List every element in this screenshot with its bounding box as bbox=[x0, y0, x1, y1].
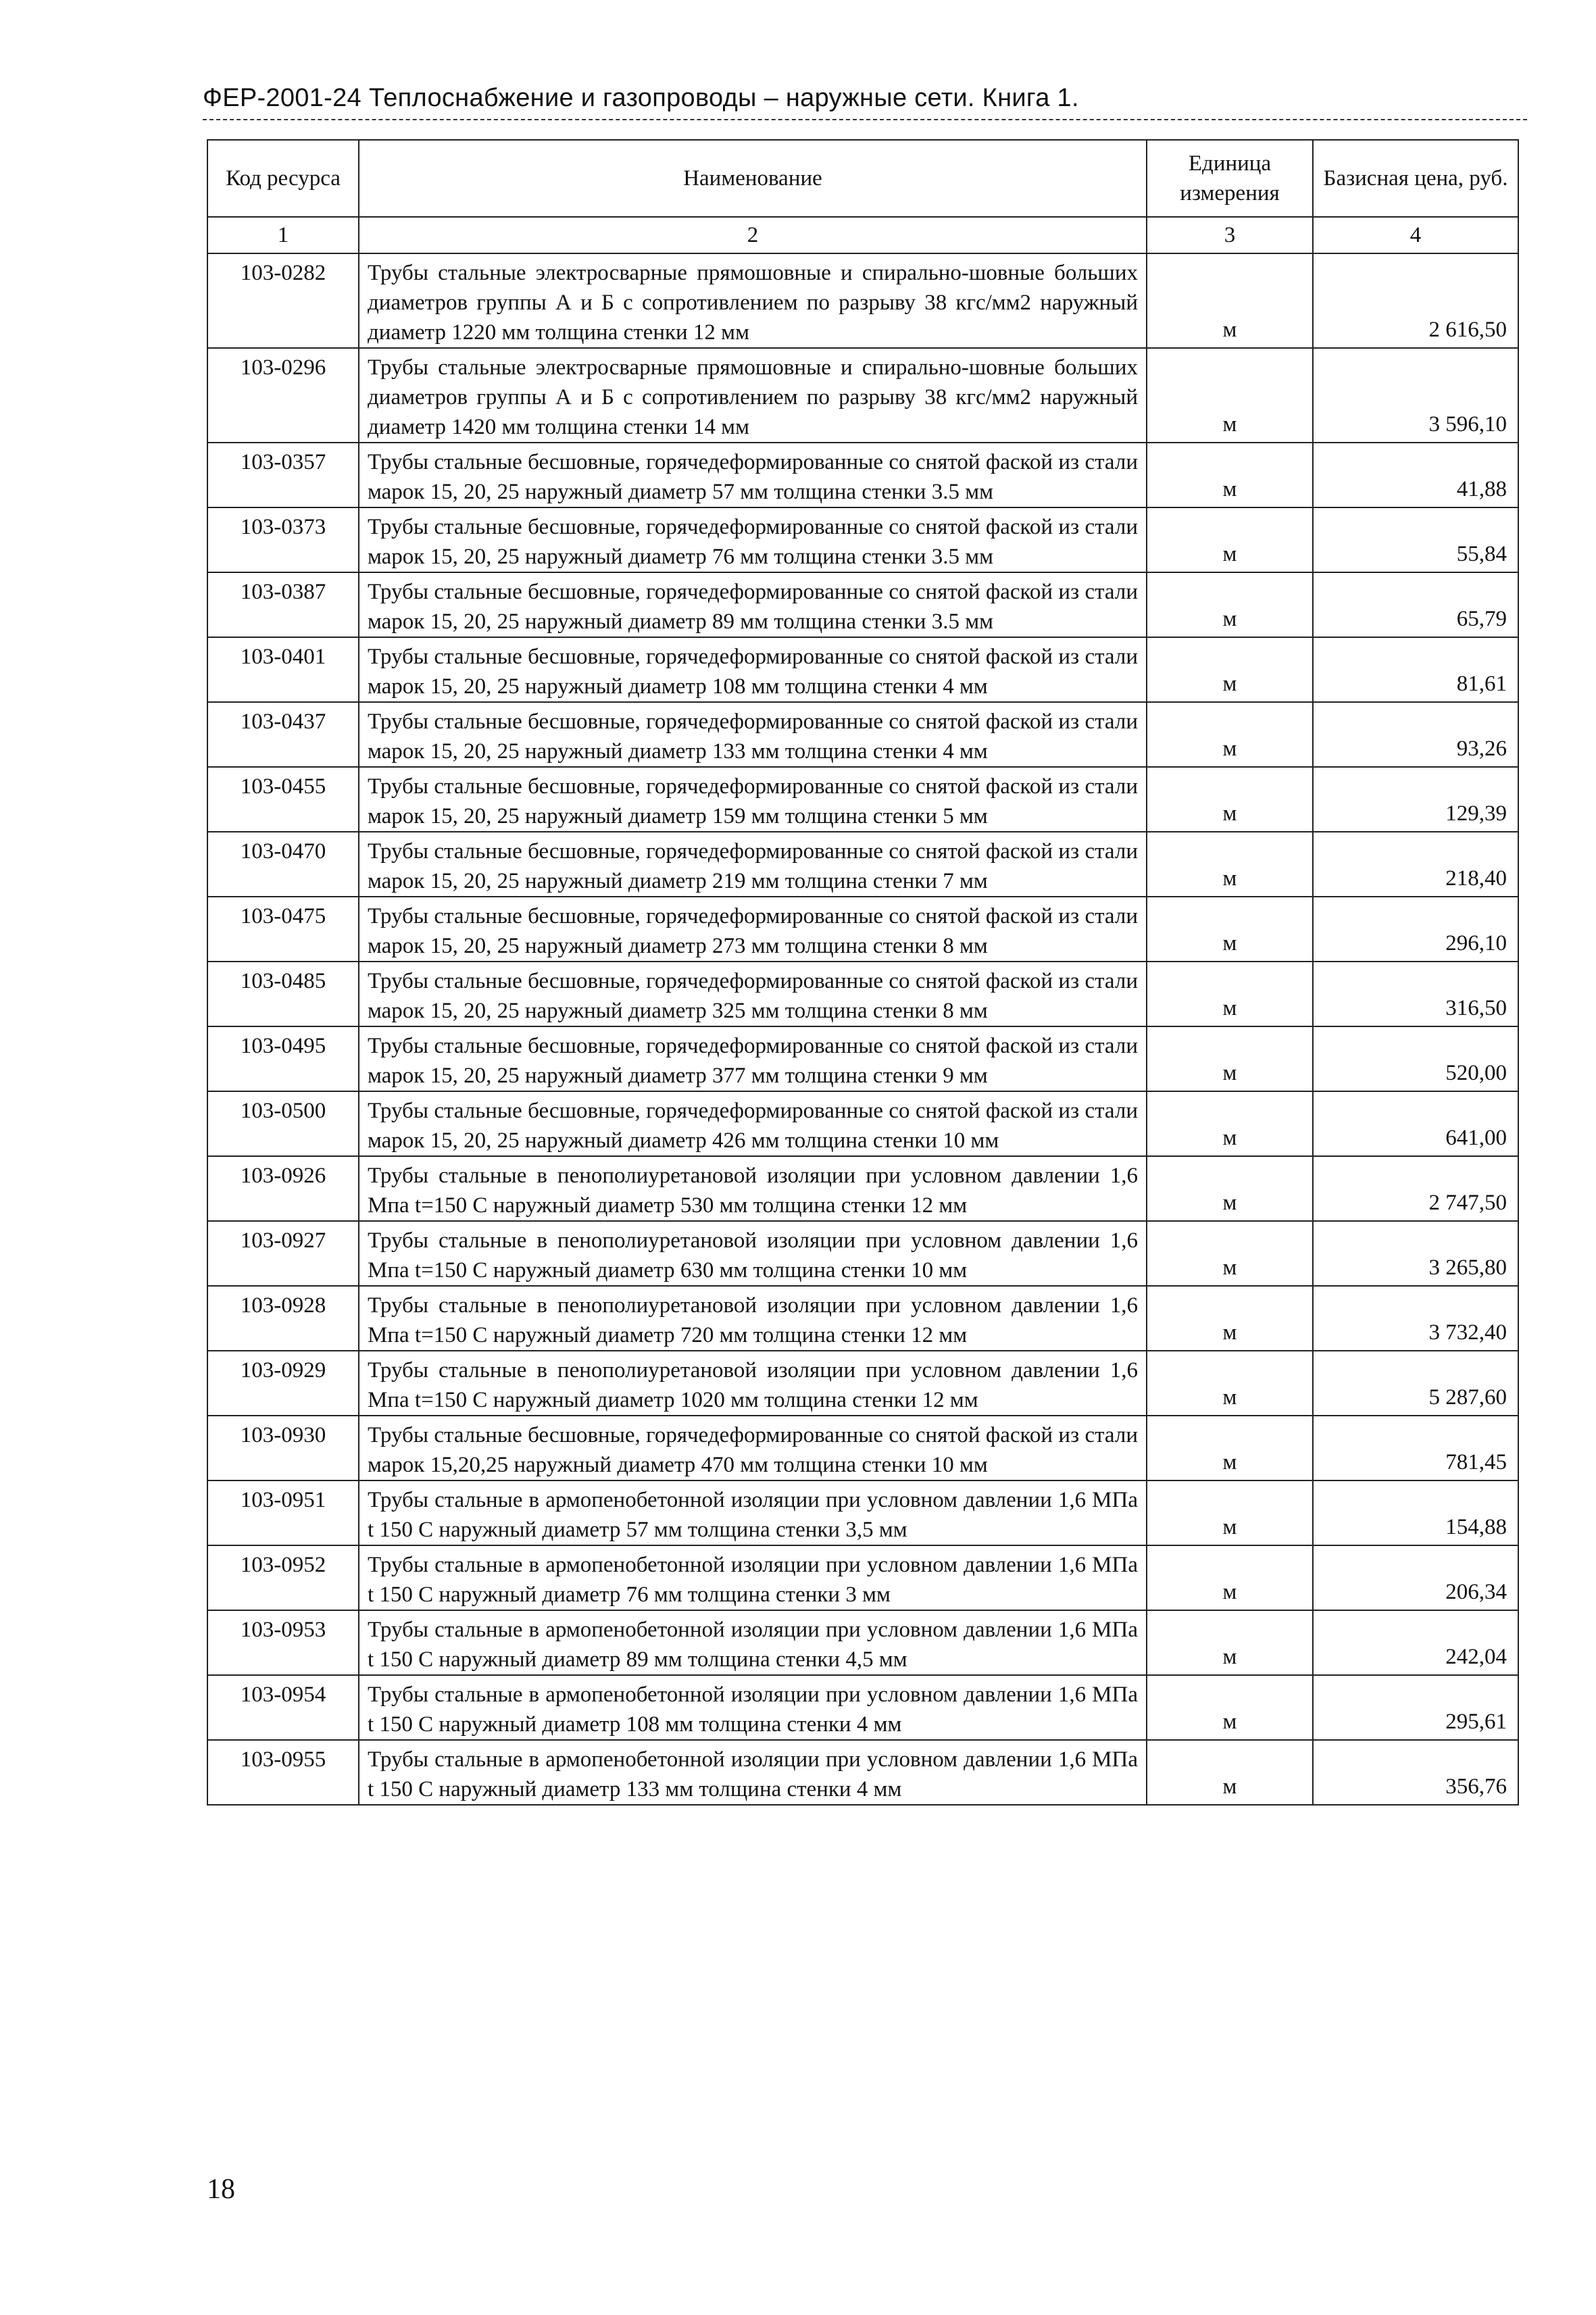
table-header-row bbox=[207, 140, 1518, 217]
base-price: 242,04 bbox=[1313, 1610, 1518, 1675]
base-price: 5 287,60 bbox=[1313, 1351, 1518, 1416]
resource-code: 103-0296 bbox=[207, 348, 359, 443]
resource-code: 103-0437 bbox=[207, 702, 359, 767]
column-header-name: Наименование bbox=[359, 140, 1147, 217]
base-price: 295,61 bbox=[1313, 1675, 1518, 1740]
resource-code: 103-0952 bbox=[207, 1545, 359, 1610]
resource-code: 103-0926 bbox=[207, 1156, 359, 1221]
base-price: 641,00 bbox=[1313, 1091, 1518, 1156]
resource-name: Трубы стальные бесшовные, горячедеформированные со снятой фаской из стали марок 15,20,25 наружный диаметр 470 мм толщина стенки 10 мм bbox=[359, 1416, 1147, 1480]
resource-code: 103-0954 bbox=[207, 1675, 359, 1740]
column-number: 1 bbox=[207, 217, 359, 253]
table-row bbox=[207, 1480, 1518, 1545]
resource-name: Трубы стальные бесшовные, горячедеформированные со снятой фаской из стали марок 15, 20, 25 наружный диаметр 273 мм толщина стенки 8 мм bbox=[359, 897, 1147, 962]
table-row bbox=[207, 1351, 1518, 1416]
base-price: 55,84 bbox=[1313, 507, 1518, 572]
unit-of-measure: м bbox=[1147, 832, 1313, 897]
table-row bbox=[207, 767, 1518, 832]
table-row bbox=[207, 443, 1518, 507]
resource-name: Трубы стальные в армопенобетонной изоляции при условном давлении 1,6 МПа t 150 С наружный диаметр 57 мм толщина стенки 3,5 мм bbox=[359, 1480, 1147, 1545]
base-price: 3 265,80 bbox=[1313, 1221, 1518, 1286]
table-row bbox=[207, 1675, 1518, 1740]
base-price: 218,40 bbox=[1313, 832, 1518, 897]
unit-of-measure: м bbox=[1147, 897, 1313, 962]
column-header-unit: Единица измерения bbox=[1147, 140, 1313, 217]
base-price: 3 732,40 bbox=[1313, 1286, 1518, 1351]
resource-code: 103-0927 bbox=[207, 1221, 359, 1286]
resource-code: 103-0955 bbox=[207, 1740, 359, 1805]
resource-code: 103-0475 bbox=[207, 897, 359, 962]
resource-code: 103-0455 bbox=[207, 767, 359, 832]
column-header-price: Базисная цена, руб. bbox=[1313, 140, 1518, 217]
base-price: 206,34 bbox=[1313, 1545, 1518, 1610]
table-row bbox=[207, 637, 1518, 702]
unit-of-measure: м bbox=[1147, 572, 1313, 637]
unit-of-measure: м bbox=[1147, 1480, 1313, 1545]
resource-name: Трубы стальные в армопенобетонной изоляции при условном давлении 1,6 МПа t 150 С наружный диаметр 89 мм толщина стенки 4,5 мм bbox=[359, 1610, 1147, 1675]
table-body bbox=[207, 253, 1518, 1805]
unit-of-measure: м bbox=[1147, 767, 1313, 832]
resource-name: Трубы стальные в пенополиуретановой изоляции при условном давлении 1,6 Мпа t=150 С наружный диаметр 530 мм толщина стенки 12 мм bbox=[359, 1156, 1147, 1221]
resource-code: 103-0953 bbox=[207, 1610, 359, 1675]
base-price: 781,45 bbox=[1313, 1416, 1518, 1480]
base-price: 316,50 bbox=[1313, 962, 1518, 1026]
page-number: 18 bbox=[207, 2174, 235, 2205]
resource-name: Трубы стальные в армопенобетонной изоляции при условном давлении 1,6 МПа t 150 С наружный диаметр 76 мм толщина стенки 3 мм bbox=[359, 1545, 1147, 1610]
resource-name: Трубы стальные бесшовные, горячедеформированные со снятой фаской из стали марок 15, 20, 25 наружный диаметр 57 мм толщина стенки 3.5 мм bbox=[359, 443, 1147, 507]
resource-name: Трубы стальные в пенополиуретановой изоляции при условном давлении 1,6 Мпа t=150 С наружный диаметр 630 мм толщина стенки 10 мм bbox=[359, 1221, 1147, 1286]
resource-code: 103-0929 bbox=[207, 1351, 359, 1416]
table-row bbox=[207, 702, 1518, 767]
resource-code: 103-0928 bbox=[207, 1286, 359, 1351]
resource-name: Трубы стальные бесшовные, горячедеформированные со снятой фаской из стали марок 15, 20, 25 наружный диаметр 325 мм толщина стенки 8 мм bbox=[359, 962, 1147, 1026]
column-header-code: Код ресурса bbox=[207, 140, 359, 217]
unit-of-measure: м bbox=[1147, 1286, 1313, 1351]
table-row bbox=[207, 253, 1518, 348]
base-price: 65,79 bbox=[1313, 572, 1518, 637]
resource-code: 103-0495 bbox=[207, 1026, 359, 1091]
price-table bbox=[207, 139, 1519, 1806]
resource-code: 103-0373 bbox=[207, 507, 359, 572]
resource-name: Трубы стальные бесшовные, горячедеформированные со снятой фаской из стали марок 15, 20, 25 наружный диаметр 426 мм толщина стенки 10 мм bbox=[359, 1091, 1147, 1156]
resource-name: Трубы стальные бесшовные, горячедеформированные со снятой фаской из стали марок 15, 20, 25 наружный диаметр 89 мм толщина стенки 3.5 мм bbox=[359, 572, 1147, 637]
resource-name: Трубы стальные электросварные прямошовные и спирально-шовные больших диаметров группы А и Б с сопротивлением по разрыву 38 кгс/мм2 наружный диаметр 1220 мм толщина стенки 12 мм bbox=[359, 253, 1147, 348]
base-price: 520,00 bbox=[1313, 1026, 1518, 1091]
resource-code: 103-0500 bbox=[207, 1091, 359, 1156]
unit-of-measure: м bbox=[1147, 962, 1313, 1026]
resource-code: 103-0357 bbox=[207, 443, 359, 507]
table-row bbox=[207, 1545, 1518, 1610]
unit-of-measure: м bbox=[1147, 443, 1313, 507]
resource-code: 103-0401 bbox=[207, 637, 359, 702]
resource-code: 103-0387 bbox=[207, 572, 359, 637]
column-number: 4 bbox=[1313, 217, 1518, 253]
unit-of-measure: м bbox=[1147, 1156, 1313, 1221]
unit-of-measure: м bbox=[1147, 1091, 1313, 1156]
resource-name: Трубы стальные бесшовные, горячедеформированные со снятой фаской из стали марок 15, 20, 25 наружный диаметр 219 мм толщина стенки 7 мм bbox=[359, 832, 1147, 897]
resource-name: Трубы стальные бесшовные, горячедеформированные со снятой фаской из стали марок 15, 20, 25 наружный диаметр 159 мм толщина стенки 5 мм bbox=[359, 767, 1147, 832]
table-row bbox=[207, 1156, 1518, 1221]
base-price: 41,88 bbox=[1313, 443, 1518, 507]
resource-code: 103-0485 bbox=[207, 962, 359, 1026]
resource-name: Трубы стальные в армопенобетонной изоляции при условном давлении 1,6 МПа t 150 С наружный диаметр 108 мм толщина стенки 4 мм bbox=[359, 1675, 1147, 1740]
unit-of-measure: м bbox=[1147, 1675, 1313, 1740]
table-row bbox=[207, 507, 1518, 572]
base-price: 356,76 bbox=[1313, 1740, 1518, 1805]
resource-name: Трубы стальные бесшовные, горячедеформированные со снятой фаской из стали марок 15, 20, 25 наружный диаметр 377 мм толщина стенки 9 мм bbox=[359, 1026, 1147, 1091]
resource-code: 103-0470 bbox=[207, 832, 359, 897]
base-price: 154,88 bbox=[1313, 1480, 1518, 1545]
table-row bbox=[207, 572, 1518, 637]
unit-of-measure: м bbox=[1147, 1740, 1313, 1805]
unit-of-measure: м bbox=[1147, 348, 1313, 443]
table-row bbox=[207, 348, 1518, 443]
resource-name: Трубы стальные бесшовные, горячедеформированные со снятой фаской из стали марок 15, 20, 25 наружный диаметр 108 мм толщина стенки 4 мм bbox=[359, 637, 1147, 702]
table-row bbox=[207, 832, 1518, 897]
column-number: 2 bbox=[359, 217, 1147, 253]
base-price: 81,61 bbox=[1313, 637, 1518, 702]
base-price: 2 747,50 bbox=[1313, 1156, 1518, 1221]
base-price: 129,39 bbox=[1313, 767, 1518, 832]
unit-of-measure: м bbox=[1147, 1026, 1313, 1091]
column-number-row bbox=[207, 217, 1518, 253]
unit-of-measure: м bbox=[1147, 1610, 1313, 1675]
base-price: 2 616,50 bbox=[1313, 253, 1518, 348]
resource-name: Трубы стальные электросварные прямошовные и спирально-шовные больших диаметров группы А и Б с сопротивлением по разрыву 38 кгс/мм2 наружный диаметр 1420 мм толщина стенки 14 мм bbox=[359, 348, 1147, 443]
resource-name: Трубы стальные в пенополиуретановой изоляции при условном давлении 1,6 Мпа t=150 С наружный диаметр 1020 мм толщина стенки 12 мм bbox=[359, 1351, 1147, 1416]
table-row bbox=[207, 1610, 1518, 1675]
table-row bbox=[207, 1026, 1518, 1091]
unit-of-measure: м bbox=[1147, 1221, 1313, 1286]
base-price: 296,10 bbox=[1313, 897, 1518, 962]
unit-of-measure: м bbox=[1147, 1351, 1313, 1416]
resource-code: 103-0951 bbox=[207, 1480, 359, 1545]
column-number: 3 bbox=[1147, 217, 1313, 253]
unit-of-measure: м bbox=[1147, 1416, 1313, 1480]
resource-code: 103-0282 bbox=[207, 253, 359, 348]
unit-of-measure: м bbox=[1147, 1545, 1313, 1610]
table-row bbox=[207, 1221, 1518, 1286]
resource-name: Трубы стальные в пенополиуретановой изоляции при условном давлении 1,6 Мпа t=150 С наружный диаметр 720 мм толщина стенки 12 мм bbox=[359, 1286, 1147, 1351]
table-row bbox=[207, 962, 1518, 1026]
table-row bbox=[207, 1740, 1518, 1805]
table-row bbox=[207, 1416, 1518, 1480]
resource-name: Трубы стальные бесшовные, горячедеформированные со снятой фаской из стали марок 15, 20, 25 наружный диаметр 76 мм толщина стенки 3.5 мм bbox=[359, 507, 1147, 572]
resource-name: Трубы стальные бесшовные, горячедеформированные со снятой фаской из стали марок 15, 20, 25 наружный диаметр 133 мм толщина стенки 4 мм bbox=[359, 702, 1147, 767]
base-price: 3 596,10 bbox=[1313, 348, 1518, 443]
unit-of-measure: м bbox=[1147, 253, 1313, 348]
page-header: ФЕР-2001-24 Теплоснабжение и газопроводы – наружные сети. Книга 1. bbox=[203, 84, 1079, 112]
table-row bbox=[207, 897, 1518, 962]
unit-of-measure: м bbox=[1147, 702, 1313, 767]
unit-of-measure: м bbox=[1147, 507, 1313, 572]
table-row bbox=[207, 1286, 1518, 1351]
table-row bbox=[207, 1091, 1518, 1156]
unit-of-measure: м bbox=[1147, 637, 1313, 702]
resource-name: Трубы стальные в армопенобетонной изоляции при условном давлении 1,6 МПа t 150 С наружный диаметр 133 мм толщина стенки 4 мм bbox=[359, 1740, 1147, 1805]
header-divider bbox=[203, 119, 1527, 120]
resource-code: 103-0930 bbox=[207, 1416, 359, 1480]
base-price: 93,26 bbox=[1313, 702, 1518, 767]
